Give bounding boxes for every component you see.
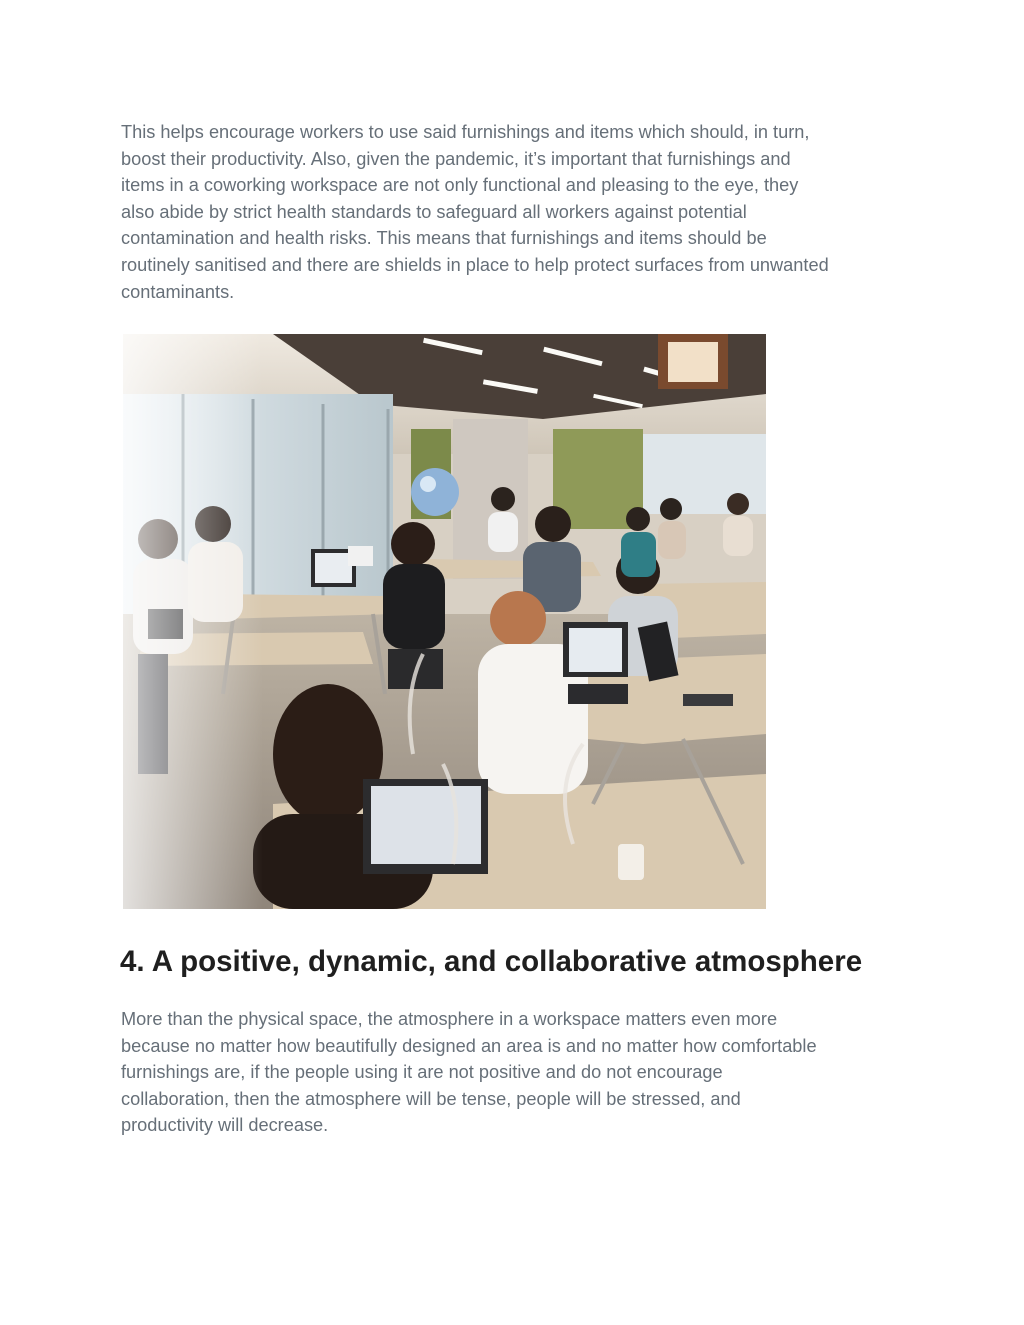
text-line: also abide by strict health standards to safeguard all workers against potential — [121, 201, 747, 222]
text-line: routinely sanitised and there are shields in place to help protect surfaces from unwanted — [121, 254, 829, 275]
coworking-space-photo — [123, 334, 766, 909]
text-line: productivity will decrease. — [121, 1115, 329, 1136]
intro-paragraph — [121, 119, 911, 305]
text-line: contaminants. — [121, 281, 235, 302]
text-line: furnishings are, if the people using it are not positive and do not encourage — [121, 1062, 723, 1083]
text-line: boost their productivity. Also, given the pandemic, it’s important that furnishings and — [121, 148, 791, 169]
text-line: because no matter how beautifully designed an area is and no matter how comfortable — [121, 1035, 817, 1056]
text-line: contamination and health risks. This means that furnishings and items should be — [121, 228, 767, 249]
text-line: More than the physical space, the atmosphere in a workspace matters even more — [121, 1009, 778, 1029]
text-line: items in a coworking workspace are not only functional and pleasing to the eye, they — [121, 175, 799, 196]
text-line: collaboration, then the atmosphere will be tense, people will be stressed, and — [121, 1088, 741, 1109]
section-heading: 4. A positive, dynamic, and collaborative atmosphere — [120, 945, 863, 978]
text-line: This helps encourage workers to use said furnishings and items which should, in turn, — [121, 122, 810, 142]
section-paragraph — [121, 1006, 911, 1139]
